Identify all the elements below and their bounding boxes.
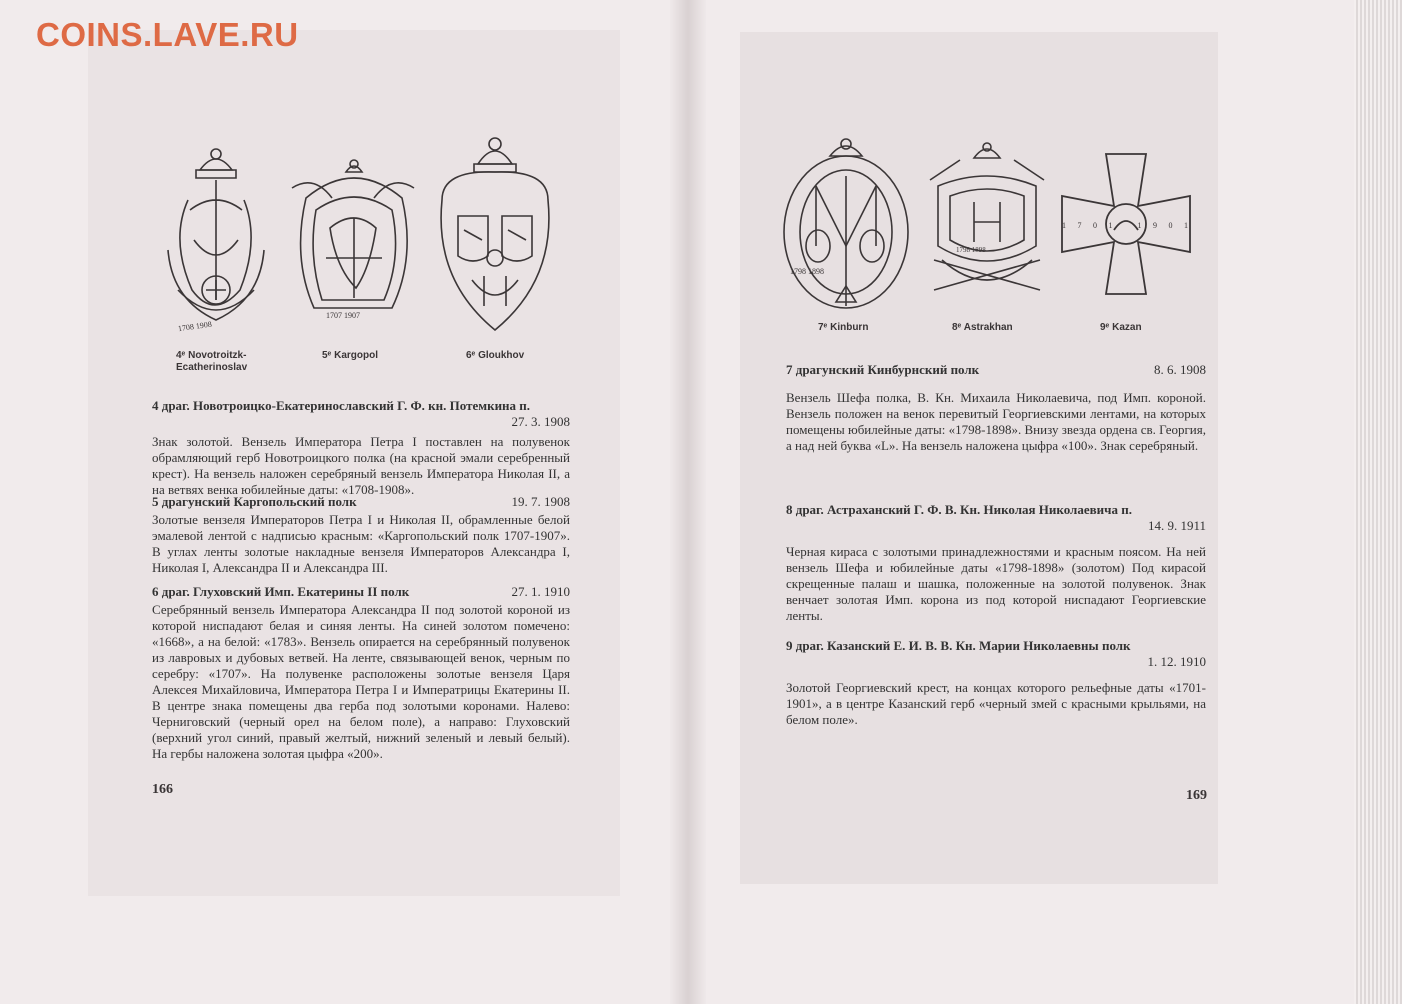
entry-heading <box>152 494 570 510</box>
entry-heading <box>786 502 1206 533</box>
entry-title: 5 драгунский Каргопольский полк <box>152 494 357 509</box>
entry-title: 8 драг. Астраханский Г. Ф. В. Кн. Николая Николаевича п. <box>786 502 1132 517</box>
badge-kargopol-icon <box>286 158 420 328</box>
entry-date: 1. 12. 1910 <box>1147 654 1206 669</box>
badge-dates: 1798 1898 <box>790 267 824 276</box>
entry-body: Золотой Георгиевский крест, на концах которого рельефные даты «1701-1901», а в центре Казанский герб «черный змей с красными крыльями, на белом поле». <box>786 680 1206 727</box>
entry-kazan <box>786 638 1206 728</box>
badge-novotroitzk-icon <box>160 140 272 340</box>
entry-title: 7 драгунский Кинбурнский полк <box>786 362 980 377</box>
entry-body: Черная кираса с золотыми принадлежностями и красным поясом. На ней вензель Шефа и юбилейные даты «1798-1898» (золотом) Под кирасой скрещенные палаш и шашка, положенные на золотой полувенок. Знак венчает золотая Имп. корона из под которой ниспадают Георгиевские ленты. <box>786 544 1206 623</box>
badge-caption-gloukhov: 6ᵉ Gloukhov <box>466 350 525 361</box>
entry-date: 27. 3. 1908 <box>511 414 570 429</box>
entry-gloukhov <box>152 584 570 762</box>
entry-body: Серебрянный вензель Императора Александра II под золотой короной из которой ниспадают белая и синяя ленты. На синей золотом помечено: «1668», а на белой: «1783». Вензель опирается на серебрянный полувенок из лавровых и дубовых ветвей. На ленте, связывающей венок, черным по серебру: «1707». На полувенке расположены золотые вензеля Царя Алексея Михайловича, Императора Петра I и Императрицы Екатерины II. В центре знака помещены два герба под золотыми коронами. Налево: Черниговский (черный орел на белом поле), а направо: Глуховский (верхний угол синий, правый желтый, нижний зеленый и левый белый). На гербы наложена золотая цыфра «200». <box>152 602 570 761</box>
entry-date: 8. 6. 1908 <box>1154 362 1206 377</box>
entry-heading <box>152 398 570 429</box>
entry-heading <box>786 638 1206 669</box>
badge-dates: 1708 1908 <box>177 319 213 334</box>
badge-caption-novotroitzk: 4ᵉ Novotroitzk- Ecatherinoslav <box>176 350 248 373</box>
book-gutter <box>670 0 706 1004</box>
badge-dates: 1798 1898 <box>956 246 986 254</box>
entry-astrakhan <box>786 502 1206 624</box>
entry-title: 6 драг. Глуховский Имп. Екатерины II полк <box>152 584 410 599</box>
badge-caption-kinburn: 7ᵉ Kinburn <box>818 322 869 333</box>
entry-date: 27. 1. 1910 <box>511 584 570 599</box>
entry-body: Вензель Шефа полка, В. Кн. Михаила Николаевича, под Имп. короной. Вензель положен на венок перевитый Георгиевскими лентами, на которых помещены юбилейные даты: «1798-1898». Внизу звезда ордена св. Георгия, а над ней буква «L». На вензель наложена цыфра «100». Знак серебряный. <box>786 390 1206 453</box>
badge-caption-kazan: 9ᵉ Kazan <box>1100 322 1142 333</box>
site-watermark: COINS.LAVE.RU <box>36 16 299 53</box>
page-edges <box>1354 0 1402 1004</box>
entry-title: 9 драг. Казанский Е. И. В. В. Кн. Марии Николаевны полк <box>786 638 1131 653</box>
badge-caption-kargopol: 5ᵉ Kargopol <box>322 350 378 361</box>
entry-heading <box>786 362 1206 378</box>
badge-dates: 1701 1901 <box>1062 221 1188 230</box>
badge-dates: 1707 1907 <box>326 311 360 320</box>
entry-kinburn <box>786 362 1206 454</box>
entry-body: Знак золотой. Вензель Императора Петра I поставлен на полувенок обрамляющий герб Новотроицкого полка (на красной эмали серебренный крест). На вензель наложен серебряный вензель Императора Николая II, а на ветвях венка юбилейные даты: «1708-1908». <box>152 434 570 497</box>
entry-kargopol <box>152 494 570 576</box>
page-number-left: 166 <box>152 782 173 797</box>
badge-kazan-icon <box>1056 150 1196 300</box>
page-number-right: 169 <box>1186 788 1207 803</box>
badge-gloukhov-icon <box>428 130 562 344</box>
badge-astrakhan-icon <box>924 140 1050 310</box>
entry-body: Золотые вензеля Императоров Петра I и Николая II, обрамленные белой эмалевой лентой с надписью красным: «Каргопольский полк 1707-1907». В углах ленты золотые накладные вензеля Императоров Александра I, Николая I, Александра II и Александра III. <box>152 512 570 575</box>
entry-date: 19. 7. 1908 <box>511 494 570 509</box>
entry-novotroitzk <box>152 398 570 498</box>
badge-caption-astrakhan: 8ᵉ Astrakhan <box>952 322 1013 333</box>
badge-kinburn-icon <box>776 136 916 316</box>
entry-title: 4 драг. Новотроицко-Екатеринославский Г. Ф. кн. Потемкина п. <box>152 398 531 413</box>
entry-date: 14. 9. 1911 <box>1147 518 1206 533</box>
entry-heading <box>152 584 570 600</box>
